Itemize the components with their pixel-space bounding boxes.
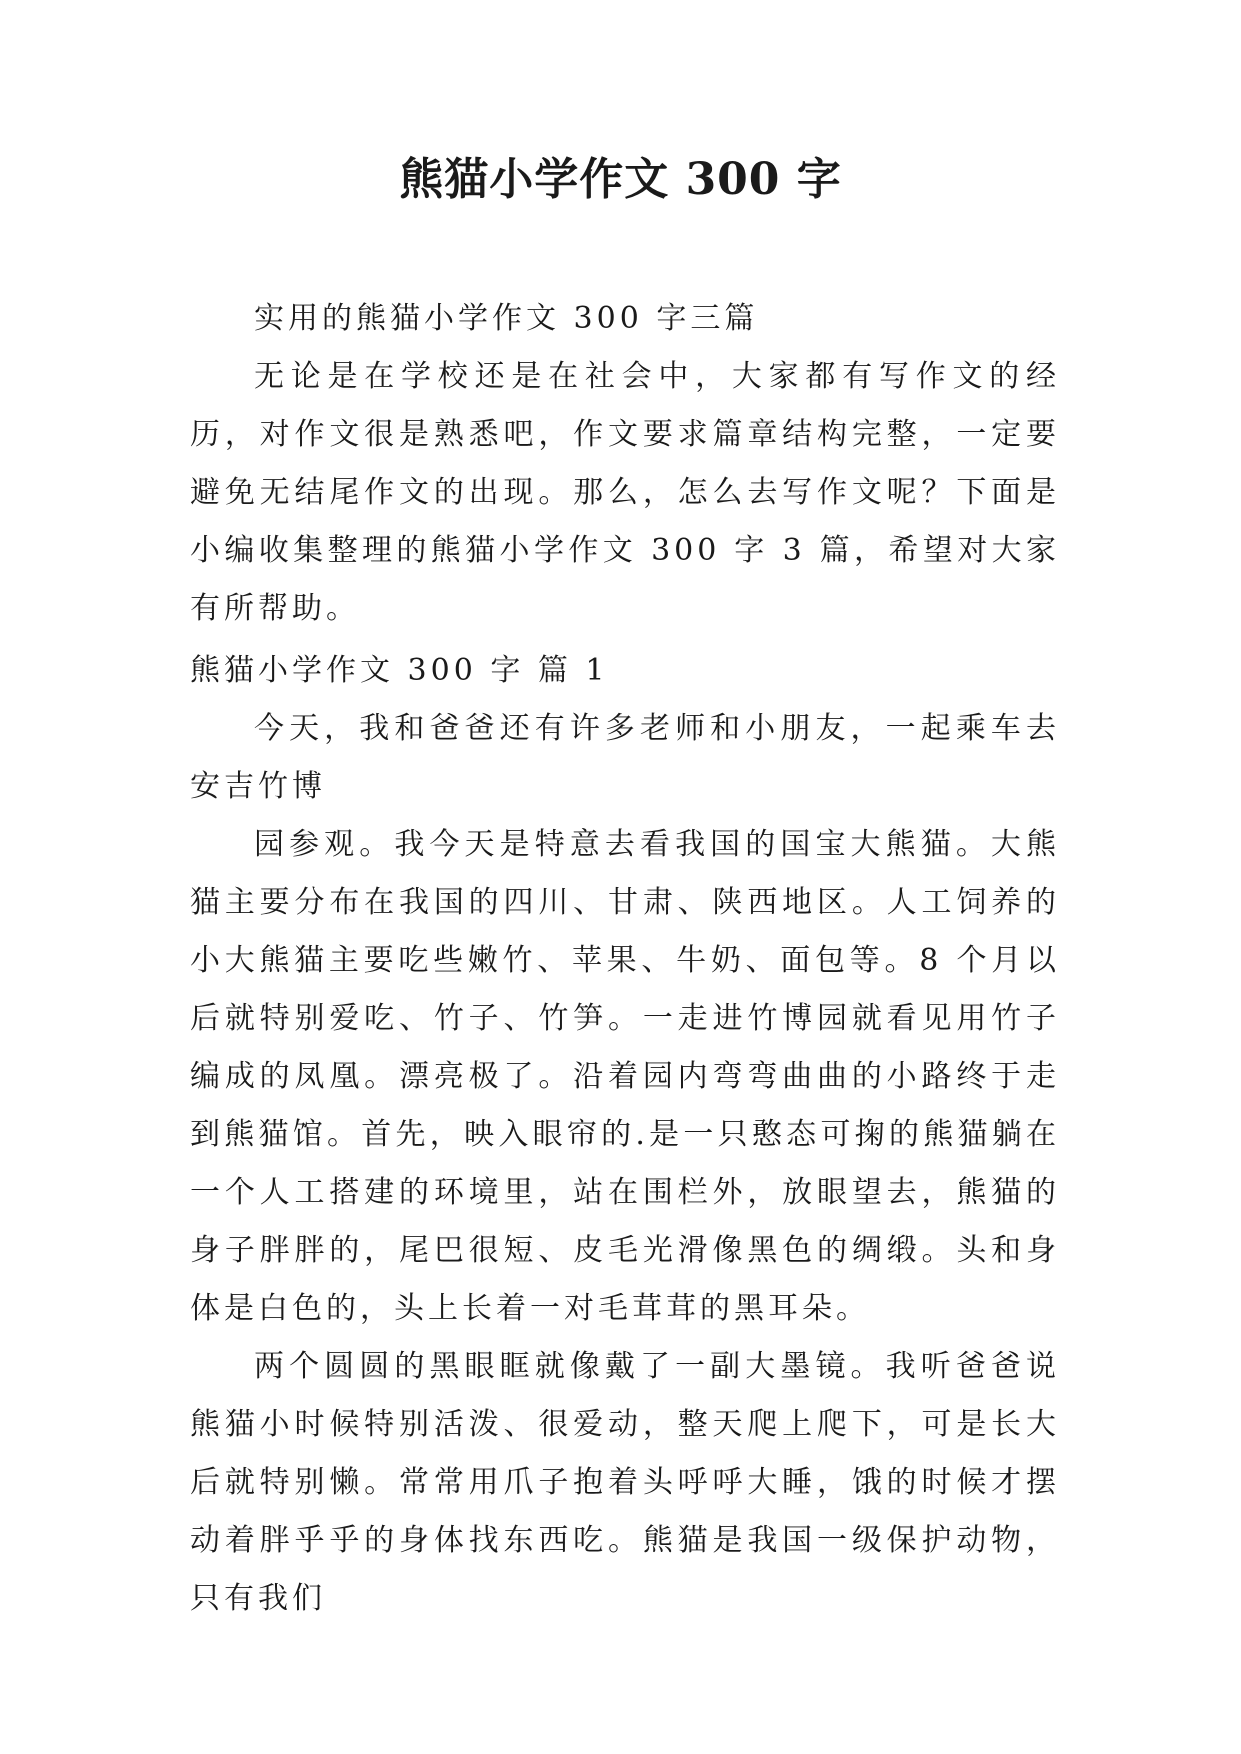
article-paragraph: 两个圆圆的黑眼眶就像戴了一副大墨镜。我听爸爸说熊猫小时候特别活泼、很爱动，整天爬上爬下，可是长大后就特别懒。常常用爪子抱着头呼呼大睡，饿的时候才摆动着胖乎乎的身体找东西吃。熊猫是我国一级保护动物，只有我们: [190, 1349, 1060, 1616]
article-paragraph: 园参观。我今天是特意去看我国的国宝大熊猫。大熊猫主要分布在我国的四川、甘肃、陕西地区。人工饲养的小大熊猫主要吃些嫩竹、苹果、牛奶、面包等。8 个月以后就特别爱吃、竹子、竹笋。一走进竹博园就看见用竹子编成的凤凰。漂亮极了。沿着园内弯弯曲曲的小路终于走到熊猫馆。首先，映入眼帘的.是一只憨态可掬的熊猫躺在一个人工搭建的环境里，站在围栏外，放眼望去，熊猫的身子胖胖的，尾巴很短、皮毛光滑像黑色的绸缎。头和身体是白色的，头上长着一对毛茸茸的黑耳朵。: [190, 827, 1060, 1326]
subtitle: 实用的熊猫小学作文 300 字三篇: [254, 301, 759, 336]
article-block: [190, 642, 1060, 1628]
article-paragraph: 今天，我和爸爸还有许多老师和小朋友，一起乘车去安吉竹博: [190, 711, 1060, 804]
section-heading: 熊猫小学作文 300 字 篇 1: [190, 653, 609, 688]
document-title: 熊猫小学作文 300 字: [399, 154, 842, 205]
intro-block: [190, 290, 1060, 638]
intro-paragraph: 无论是在学校还是在社会中，大家都有写作文的经历，对作文很是熟悉吧，作文要求篇章结构完整，一定要避免无结尾作文的出现。那么，怎么去写作文呢？下面是小编收集整理的熊猫小学作文 300 字 3 篇，希望对大家有所帮助。: [190, 359, 1060, 626]
